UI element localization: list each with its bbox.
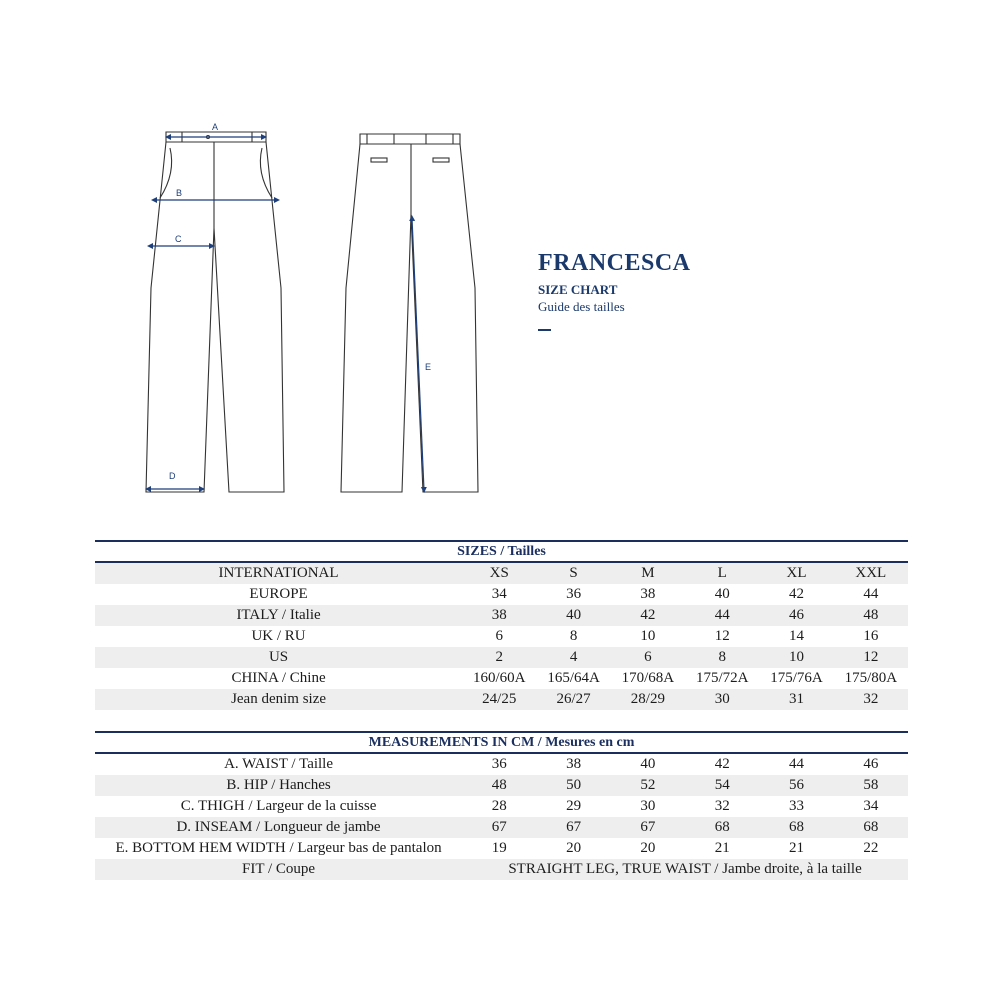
measurements-table-body — [95, 754, 908, 859]
table-cell: 16 — [863, 628, 879, 644]
table-cell: 160/60A — [473, 670, 526, 686]
table-cell: 4 — [569, 649, 578, 665]
table-cell: 175/76A — [770, 670, 823, 686]
table-cell: 24/25 — [482, 691, 517, 707]
table-cell: 175/80A — [844, 670, 898, 686]
row-label: ITALY / Italie — [236, 607, 321, 623]
table-cell: M — [641, 565, 655, 581]
table-cell: 42 — [789, 586, 804, 602]
table-row — [95, 754, 908, 775]
table-cell: 56 — [789, 777, 804, 793]
row-label: C. THIGH / Largeur de la cuisse — [180, 798, 377, 814]
table-cell: 67 — [491, 819, 507, 835]
table-row — [95, 584, 908, 605]
label-a: A — [212, 122, 219, 132]
table-row — [95, 647, 908, 668]
table-cell: 10 — [640, 628, 656, 644]
size-chart-title: SIZE CHART — [538, 282, 618, 297]
table-cell: 2 — [495, 649, 503, 665]
sizes-table-body — [95, 563, 908, 710]
table-cell: 46 — [863, 756, 879, 772]
row-label: B. HIP / Hanches — [226, 777, 331, 793]
table-cell: 32 — [863, 691, 879, 707]
table-cell: 40 — [714, 586, 730, 602]
row-label: FIT / Coupe — [242, 861, 316, 877]
table-cell: 12 — [714, 628, 730, 644]
row-label: D. INSEAM / Longueur de jambe — [176, 819, 381, 835]
measurements-table — [95, 731, 908, 880]
table-cell: 67 — [640, 819, 656, 835]
table-cell: 38 — [640, 586, 656, 602]
table-cell: 38 — [491, 607, 507, 623]
table-row — [95, 775, 908, 796]
table-cell: 14 — [789, 628, 804, 644]
table-cell: 28/29 — [630, 691, 665, 707]
table-row — [95, 838, 908, 859]
dim-line-e — [412, 218, 424, 490]
table-cell: 52 — [640, 777, 656, 793]
table-cell: 20 — [566, 840, 582, 856]
table-row — [95, 668, 908, 689]
table-cell: 26/27 — [556, 691, 591, 707]
table-cell: 6 — [644, 649, 652, 665]
table-cell: 68 — [789, 819, 804, 835]
table-cell: 175/72A — [695, 670, 749, 686]
table-cell: L — [717, 565, 727, 581]
row-label: UK / RU — [251, 628, 306, 644]
table-cell: 32 — [714, 798, 730, 814]
table-cell: 28 — [491, 798, 507, 814]
table-cell: 68 — [863, 819, 879, 835]
trousers-diagram — [130, 118, 500, 503]
table-row — [95, 626, 908, 647]
table-cell: 22 — [863, 840, 879, 856]
table-cell: 36 — [491, 756, 507, 772]
label-e: E — [425, 362, 432, 372]
table-cell: 54 — [714, 777, 730, 793]
fit-value: STRAIGHT LEG, TRUE WAIST / Jambe droite, à la taille — [508, 861, 862, 877]
table-row — [95, 689, 908, 710]
label-d: D — [169, 471, 176, 481]
table-cell: 8 — [569, 628, 578, 644]
table-row — [95, 796, 908, 817]
label-b: B — [176, 188, 183, 198]
table-cell: 50 — [566, 777, 582, 793]
table-cell: 170/68A — [621, 670, 675, 686]
row-label: A. WAIST / Taille — [224, 756, 334, 772]
table-cell: XL — [786, 565, 807, 581]
table-cell: 165/64A — [547, 670, 600, 686]
row-label: INTERNATIONAL — [218, 565, 339, 581]
table-cell: 8 — [718, 649, 726, 665]
title-block — [538, 250, 691, 331]
front-view — [146, 132, 284, 492]
table-cell: 38 — [566, 756, 582, 772]
table-cell: 10 — [789, 649, 804, 665]
table-cell: 30 — [714, 691, 730, 707]
table-cell: 40 — [640, 756, 656, 772]
row-label: E. BOTTOM HEM WIDTH / Largeur bas de pantalon — [115, 840, 442, 856]
sizes-table — [95, 540, 908, 710]
table-cell: 34 — [491, 586, 507, 602]
measurements-table-title: MEASUREMENTS IN CM / Mesures en cm — [95, 731, 908, 754]
table-cell: 42 — [640, 607, 656, 623]
table-cell: 36 — [566, 586, 582, 602]
table-cell: 31 — [789, 691, 804, 707]
table-row — [95, 563, 908, 584]
table-cell: 30 — [640, 798, 656, 814]
table-row — [95, 859, 908, 880]
table-cell: 21 — [789, 840, 804, 856]
row-label: CHINA / Chine — [231, 670, 326, 686]
size-chart-subtitle-fr: Guide des tailles — [538, 299, 625, 314]
table-cell: 29 — [566, 798, 582, 814]
row-label: Jean denim size — [231, 691, 327, 707]
table-cell: 6 — [495, 628, 503, 644]
table-row — [95, 817, 908, 838]
table-cell: 12 — [863, 649, 879, 665]
table-cell: 44 — [714, 607, 730, 623]
sizes-table-title: SIZES / Tailles — [95, 540, 908, 563]
table-cell: 68 — [714, 819, 730, 835]
table-cell: 33 — [789, 798, 804, 814]
table-cell: 48 — [863, 607, 879, 623]
back-view — [341, 134, 478, 492]
label-c: C — [175, 234, 182, 244]
table-cell: 44 — [863, 586, 879, 602]
table-cell: 46 — [789, 607, 804, 623]
table-cell: XS — [489, 565, 509, 581]
title-dash — [538, 329, 551, 331]
row-label: US — [268, 649, 289, 665]
table-cell: 58 — [863, 777, 879, 793]
table-cell: 20 — [640, 840, 656, 856]
table-cell: 34 — [863, 798, 879, 814]
table-cell: 19 — [491, 840, 507, 856]
table-cell: 48 — [491, 777, 507, 793]
table-cell: 67 — [566, 819, 582, 835]
table-cell: S — [569, 565, 578, 581]
table-row — [95, 605, 908, 626]
table-cell: 44 — [789, 756, 804, 772]
brand-title: FRANCESCA — [538, 250, 691, 276]
table-cell: 21 — [714, 840, 730, 856]
table-cell: 40 — [566, 607, 582, 623]
table-cell: 42 — [714, 756, 730, 772]
table-cell: XXL — [855, 565, 887, 581]
row-label: EUROPE — [249, 586, 308, 602]
